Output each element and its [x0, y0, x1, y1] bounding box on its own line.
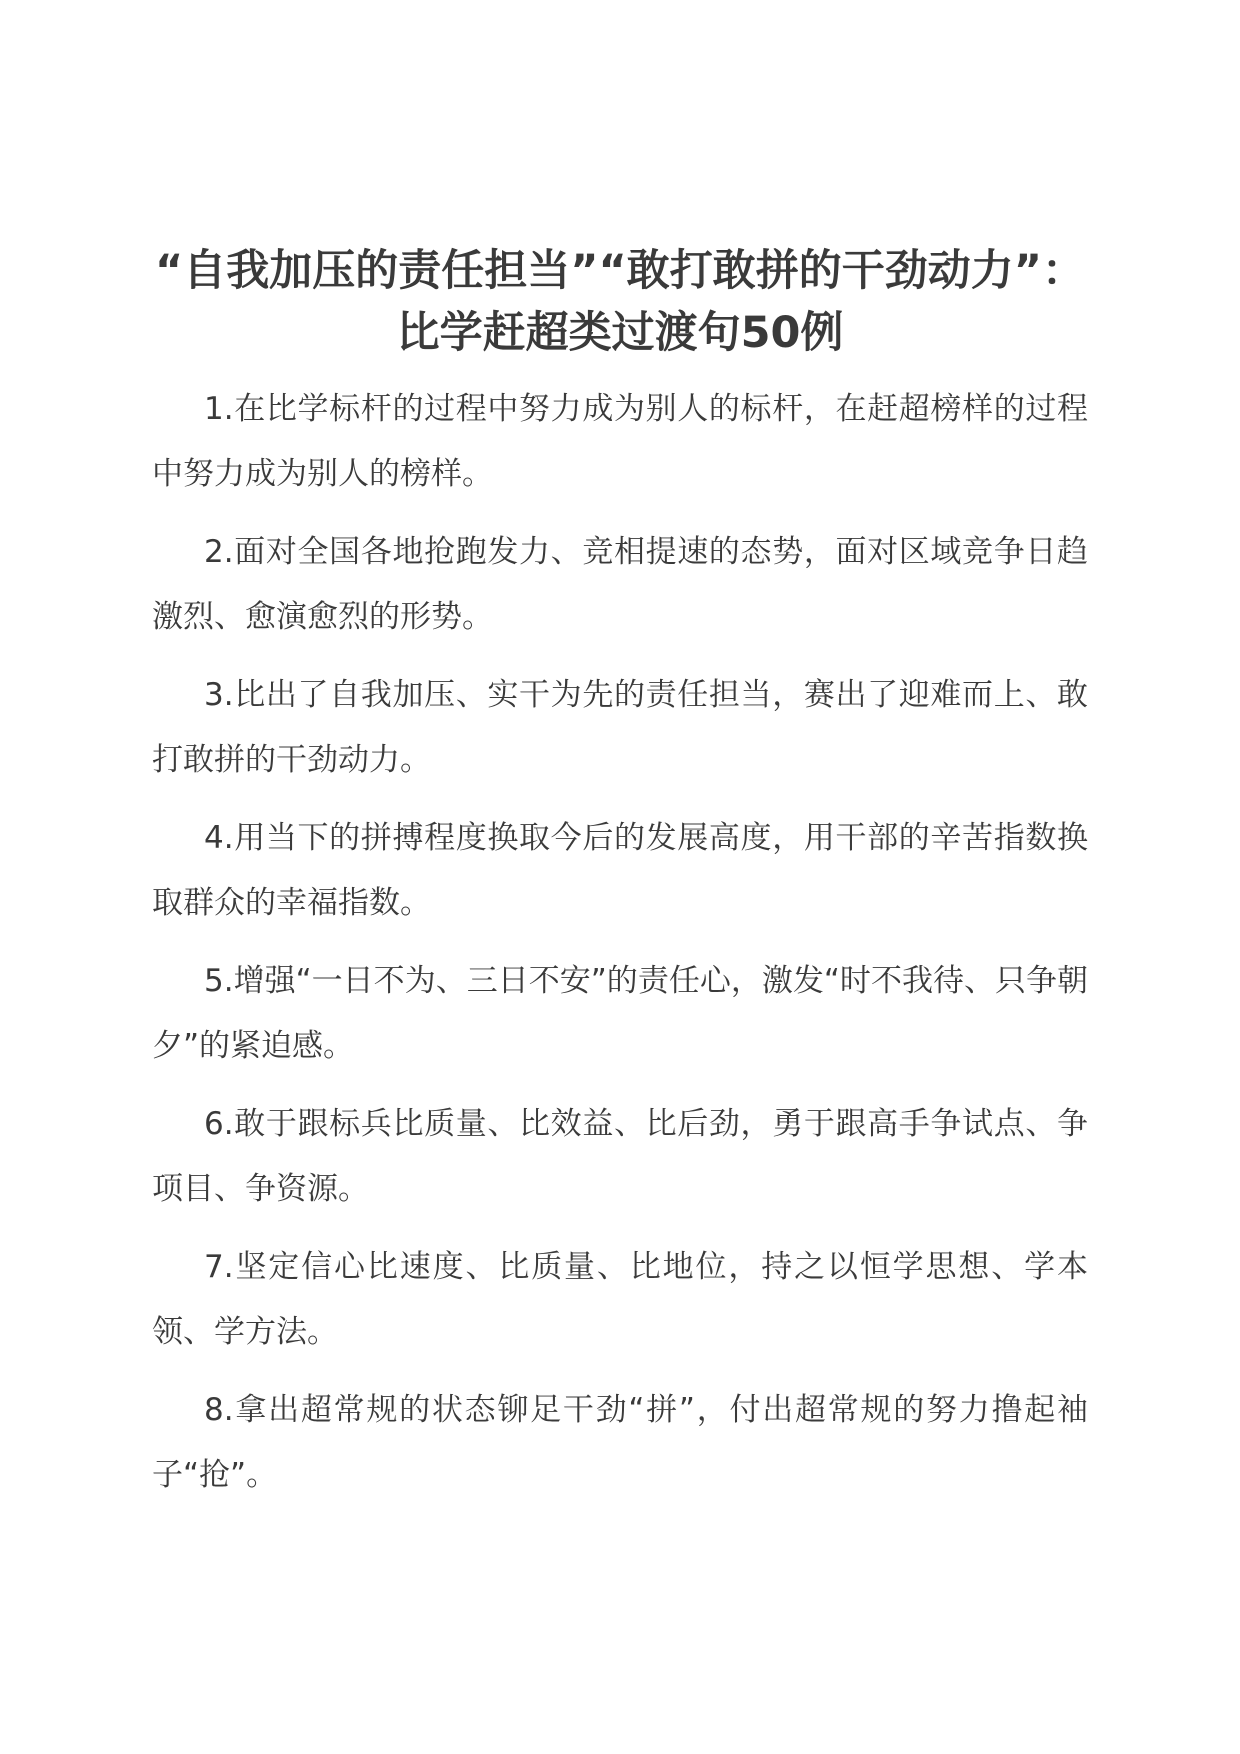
paragraph-3: 3.比出了自我加压、实干为先的责任担当，赛出了迎难而上、敢打敢拼的干劲动力。 — [152, 677, 1088, 778]
paragraph-2: 2.面对全国各地抢跑发力、竞相提速的态势，面对区域竞争日趋激烈、愈演愈烈的形势。 — [152, 534, 1088, 635]
document-body — [152, 377, 1088, 1521]
paragraph-6: 6.敢于跟标兵比质量、比效益、比后劲，勇于跟高手争试点、争项目、争资源。 — [152, 1106, 1088, 1207]
paragraph-8: 8.拿出超常规的状态铆足干劲“拼”，付出超常规的努力撸起袖子“抢”。 — [152, 1392, 1088, 1493]
document-title: “自我加压的责任担当”“敢打敢拼的干劲动力”：比学赶超类过渡句50例 — [154, 246, 1086, 358]
paragraph-4: 4.用当下的拼搏程度换取今后的发展高度，用干部的辛苦指数换取群众的幸福指数。 — [152, 820, 1088, 921]
paragraph-7: 7.坚定信心比速度、比质量、比地位，持之以恒学思想、学本领、学方法。 — [152, 1249, 1088, 1350]
paragraph-5: 5.增强“一日不为、三日不安”的责任心，激发“时不我待、只争朝夕”的紧迫感。 — [152, 963, 1088, 1064]
paragraph-1: 1.在比学标杆的过程中努力成为别人的标杆，在赶超榜样的过程中努力成为别人的榜样。 — [152, 391, 1088, 492]
